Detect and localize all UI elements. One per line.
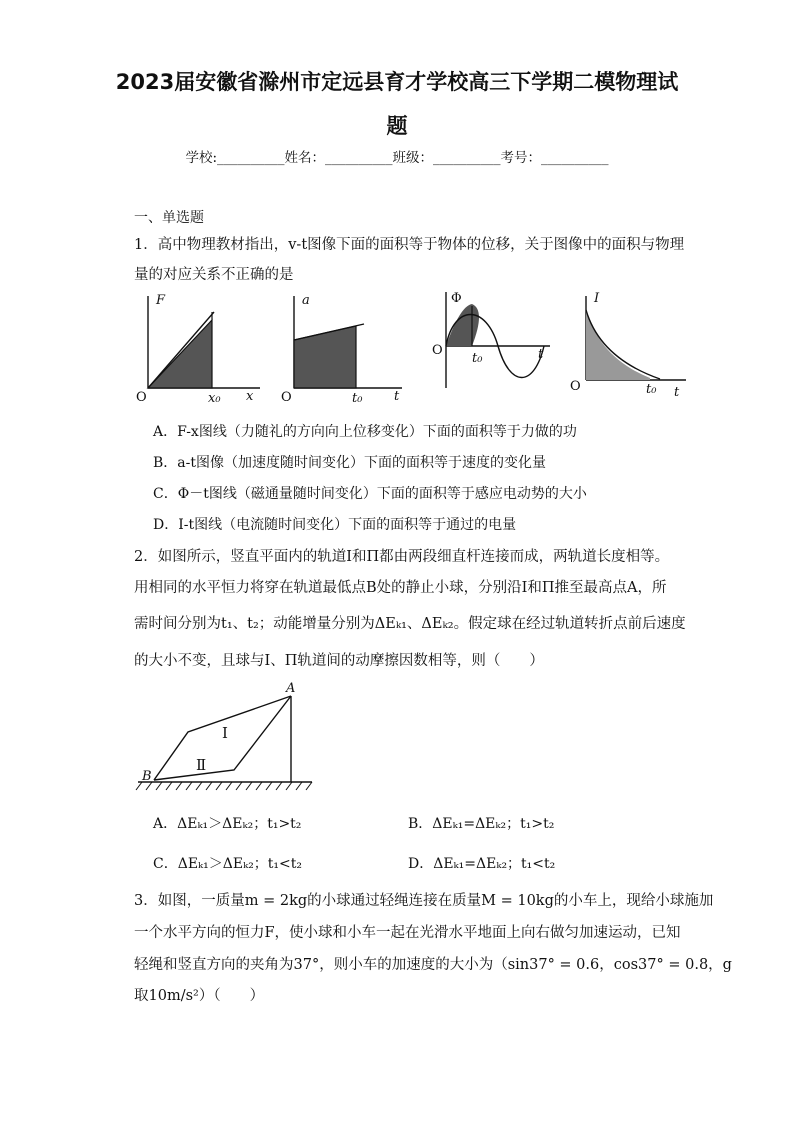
- graph3-xlabel: t: [538, 347, 544, 362]
- graph4-xlabel: t: [674, 385, 680, 400]
- q2-option-d[interactable]: D．ΔEₖ₁=ΔEₖ₂；t₁<t₂: [408, 856, 556, 872]
- graph2-marker: t₀: [352, 391, 363, 406]
- graph-I-t: [570, 291, 686, 400]
- graph4-origin: O: [570, 379, 581, 394]
- section-heading: 一、单选题: [134, 210, 204, 226]
- graph3-origin: O: [432, 343, 443, 358]
- q2-stem-line2: 用相同的水平恒力将穿在轨道最低点B处的静止小球，分别沿Ⅰ和Π推至最高点A，所: [134, 580, 667, 596]
- student-info-line: 学校:__________姓名：__________班级：__________考号：__________: [185, 150, 609, 166]
- q1-option-a[interactable]: A．F-x图线（力随礼的方向向上位移变化）下面的面积等于力做的功: [153, 424, 577, 440]
- q3-stem-line3: 轻绳和竖直方向的夹角为37°，则小车的加速度的大小为（sin37° = 0.6，cos37° = 0.8，g: [134, 957, 732, 973]
- graph1-ylabel: F: [156, 293, 166, 308]
- graph-phi-t: [432, 291, 550, 388]
- label-A: A: [286, 681, 296, 696]
- q2-stem-line1: 2．如图所示，竖直平面内的轨道Ⅰ和Π都由两段细直杆连接而成，两轨道长度相等。: [134, 549, 670, 565]
- q3-stem-line2: 一个水平方向的恒力F，使小球和小车一起在光滑水平地面上向右做匀加速运动，已知: [134, 925, 681, 941]
- graph2-origin: O: [281, 390, 292, 405]
- graph3-ylabel: Φ: [451, 291, 462, 306]
- q2-option-b[interactable]: B．ΔEₖ₁=ΔEₖ₂；t₁>t₂: [408, 816, 555, 832]
- q2-stem-line3: 需时间分别为t₁、t₂；动能增量分别为ΔEₖ₁、ΔEₖ₂。假定球在经过轨道转折点前后速度: [134, 616, 686, 632]
- q1-option-b[interactable]: B．a-t图像（加速度随时间变化）下面的面积等于速度的变化量: [153, 455, 546, 471]
- graph-F-x: [136, 293, 260, 406]
- q3-stem-line1: 3．如图，一质量m = 2kg的小球通过轻绳连接在质量M = 10kg的小车上，现给小球施加: [134, 893, 714, 909]
- q1-graphs-figure: [130, 288, 700, 406]
- area-shading: [294, 326, 356, 388]
- page-title: 2023届安徽省滁州市定远县育才学校高三下学期二模物理试: [115, 70, 679, 94]
- label-track-II: Ⅱ: [196, 756, 207, 774]
- q2-option-a[interactable]: A．ΔEₖ₁＞ΔEₖ₂；t₁>t₂: [153, 816, 302, 832]
- q1-stem-line2: 量的对应关系不正确的是: [134, 267, 294, 283]
- area-shading: [586, 310, 650, 380]
- graph3-marker: t₀: [472, 351, 483, 366]
- graph4-marker: t₀: [646, 382, 657, 397]
- area-shading: [446, 304, 479, 346]
- graph-a-t: [281, 293, 402, 406]
- page-title-cont: 题: [386, 114, 408, 138]
- q3-stem-line4: 取10m/s²）（ ）: [134, 988, 265, 1004]
- label-track-I: Ⅰ: [222, 724, 228, 742]
- q1-option-c[interactable]: C．Φ－t图线（磁通量随时间变化）下面的面积等于感应电动势的大小: [153, 486, 587, 502]
- q1-stem-line1: 1．高中物理教材指出，v-t图像下面的面积等于物体的位移，关于图像中的面积与物理: [134, 237, 685, 253]
- q2-stem-line4: 的大小不变，且球与Ⅰ、Π轨道间的动摩擦因数相等，则（ ）: [134, 653, 544, 669]
- graph1-xlabel: x: [246, 389, 254, 404]
- graph4-ylabel: I: [594, 291, 600, 306]
- graph2-xlabel: t: [394, 389, 400, 404]
- label-B: B: [142, 769, 152, 784]
- q2-option-c[interactable]: C．ΔEₖ₁＞ΔEₖ₂；t₁<t₂: [153, 856, 303, 872]
- graph1-marker: x₀: [208, 391, 221, 406]
- q2-track-figure: [130, 676, 320, 796]
- q1-option-d[interactable]: D．I-t图线（电流随时间变化）下面的面积等于通过的电量: [153, 517, 517, 533]
- graph1-origin: O: [136, 390, 147, 405]
- graph2-ylabel: a: [302, 293, 310, 308]
